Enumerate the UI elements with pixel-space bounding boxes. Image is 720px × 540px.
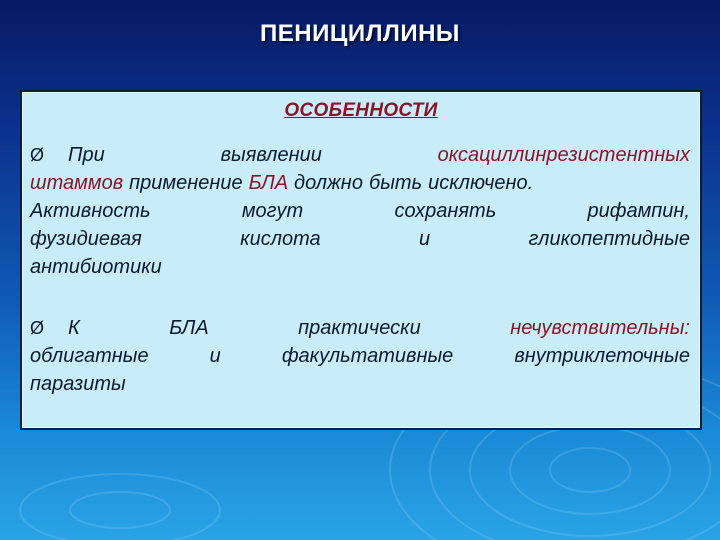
- word: факультативные: [281, 345, 454, 367]
- word: применение: [129, 172, 243, 194]
- text-line: [30, 342, 690, 370]
- word: БЛА: [248, 172, 289, 194]
- word: нечувствительны:: [510, 317, 690, 339]
- bullet-paragraph-1: [30, 141, 690, 281]
- word: кислота: [240, 228, 321, 250]
- text-line: [30, 253, 690, 281]
- word: практически: [298, 317, 421, 339]
- word: исключено.: [428, 172, 534, 194]
- content-panel: [20, 90, 702, 430]
- word: паразиты: [30, 373, 126, 395]
- section-heading: ОСОБЕННОСТИ: [284, 100, 438, 121]
- word: рифампин,: [587, 200, 690, 222]
- text-segment: [30, 314, 80, 342]
- word: БЛА: [169, 317, 209, 339]
- bullet-paragraph-2: [30, 314, 690, 398]
- text-line: [30, 169, 690, 197]
- word: выявлении: [220, 144, 322, 166]
- text-line: [30, 141, 690, 169]
- word: и: [209, 345, 221, 367]
- text-line: [30, 314, 690, 342]
- arrow-bullet-icon: Ø: [30, 318, 45, 338]
- word: штаммов: [30, 172, 124, 194]
- text-line: [30, 370, 690, 398]
- word: К: [68, 317, 80, 339]
- word: антибиотики: [30, 256, 162, 278]
- word: сохранять: [394, 200, 497, 222]
- word: фузидиевая: [30, 228, 142, 250]
- word: облигатные: [30, 345, 149, 367]
- word: могут: [241, 200, 304, 222]
- word: гликопептидные: [528, 228, 690, 250]
- text-line: [30, 225, 690, 253]
- slide-title: ПЕНИЦИЛЛИНЫ: [260, 20, 460, 47]
- word: оксациллинрезистентных: [437, 144, 690, 166]
- word: Активность: [30, 200, 151, 222]
- word: внутриклеточные: [514, 345, 690, 367]
- word: быть: [368, 172, 423, 194]
- word: При: [68, 144, 105, 166]
- arrow-bullet-icon: Ø: [30, 145, 45, 165]
- text-line: [30, 197, 690, 225]
- word: должно: [294, 172, 363, 194]
- word: и: [419, 228, 431, 250]
- text-segment: [30, 141, 105, 169]
